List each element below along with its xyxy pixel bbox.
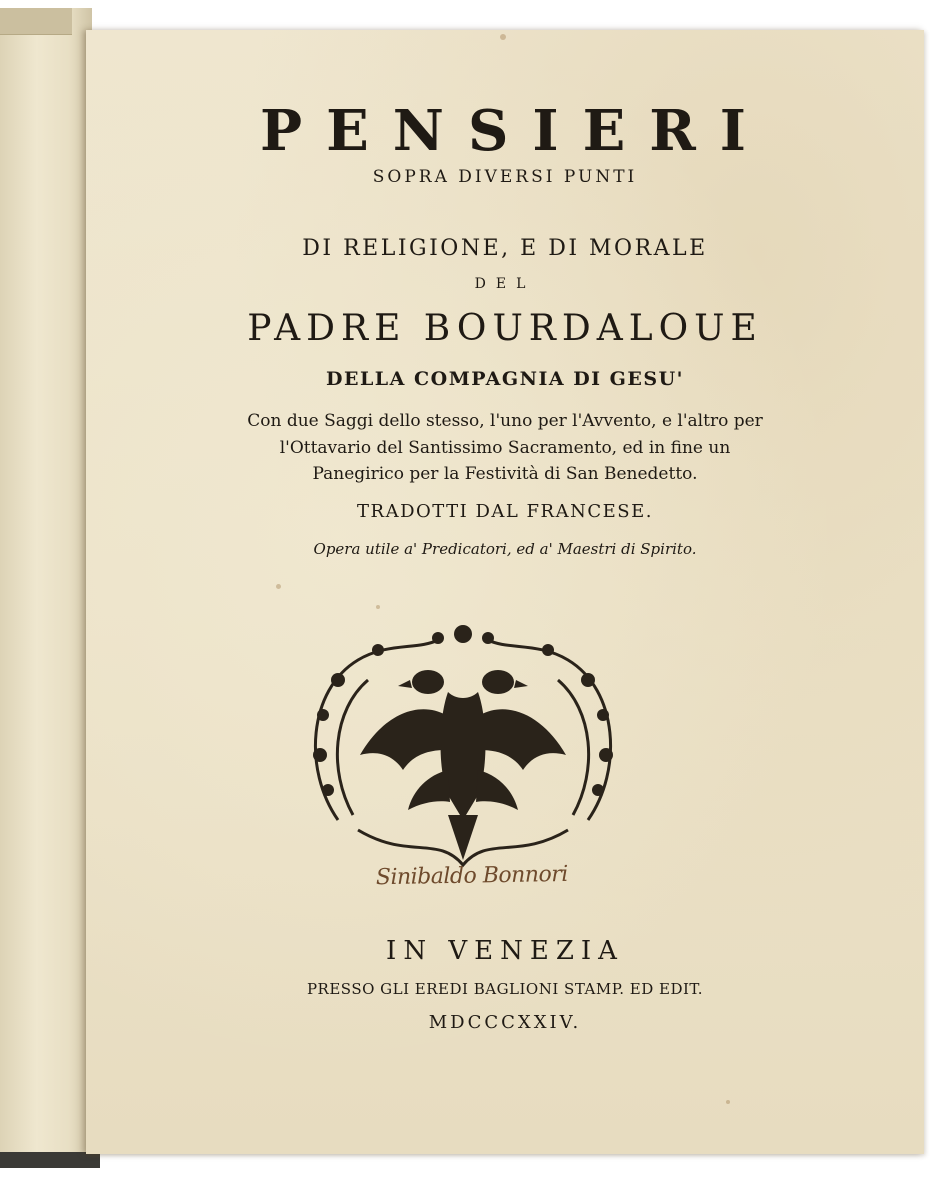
foxing-spot xyxy=(500,34,506,40)
subtitle-line-3: DEL xyxy=(474,276,536,292)
title-page xyxy=(86,30,924,1154)
publication-place: IN VENEZIA xyxy=(386,936,624,966)
publication-year: MDCCCXXIV. xyxy=(428,1012,582,1033)
spine-top-edge xyxy=(0,8,72,35)
author-affiliation: DELLA COMPAGNIA DI GESU' xyxy=(325,368,685,390)
book-title: PENSIERI xyxy=(259,98,771,164)
spine-bottom-edge xyxy=(0,1152,100,1168)
author-name: PADRE BOURDALOUE xyxy=(247,308,763,349)
double-headed-eagle-icon xyxy=(298,620,628,880)
description-line-1: Con due Saggi dello stesso, l'uno per l'Avvento, e l'altro per xyxy=(247,411,763,431)
subtitle-line-2: DI RELIGIONE, E DI MORALE xyxy=(302,236,708,261)
purpose-note: Opera utile a' Predicatori, ed a' Maestri di Spirito. xyxy=(313,540,697,558)
translation-note: TRADOTTI DAL FRANCESE. xyxy=(357,501,653,522)
subtitle-line-1: SOPRA DIVERSI PUNTI xyxy=(372,167,638,187)
signature-text: Sinibaldo Bonnori xyxy=(375,861,568,891)
foxing-spot xyxy=(376,605,380,609)
foxing-spot xyxy=(276,584,281,589)
description-line-3: Panegirico per la Festività di San Benedetto. xyxy=(312,464,698,484)
handwritten-signature xyxy=(376,861,637,906)
book-spine xyxy=(0,8,92,1168)
foxing-spot xyxy=(726,1100,730,1104)
printer-line: PRESSO GLI EREDI BAGLIONI STAMP. ED EDIT. xyxy=(306,980,704,998)
description-line-2: l'Ottavario del Santissimo Sacramento, ed in fine un xyxy=(279,438,731,458)
